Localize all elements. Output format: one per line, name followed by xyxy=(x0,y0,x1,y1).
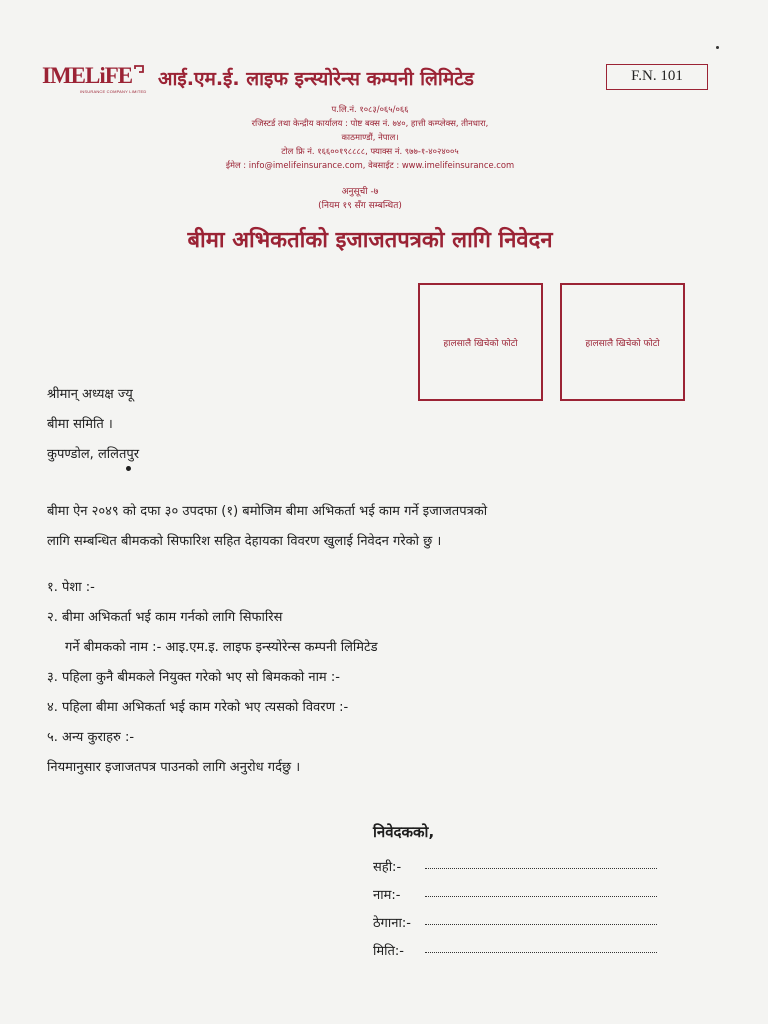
logo-tagline: INSURANCE COMPANY LIMITED xyxy=(80,89,147,94)
intro-line: बीमा ऐन २०४९ को दफा ३० उपदफा (१) बमोजिम बीमा अभिकर्ता भई काम गर्ने इजाजतपत्रको xyxy=(47,504,488,519)
item-recommendation: २. बीमा अभिकर्ता भई काम गर्नको लागि सिफारिस xyxy=(47,610,283,625)
address-line-blank[interactable] xyxy=(425,910,657,925)
address-line: प.लि.नं. १०८३/०६५/०६६ xyxy=(331,104,409,114)
form-title: बीमा अभिकर्ताको इजाजतपत्रको लागि निवेदन xyxy=(187,228,553,253)
addressee-line: श्रीमान् अध्यक्ष ज्यू xyxy=(47,387,133,402)
signature-heading: निवेदकको, xyxy=(373,823,435,841)
addressee-line: बीमा समिति । xyxy=(47,417,113,432)
item-previous-insurer: ३. पहिला कुनै बीमकले नियुक्त गरेको भए सो बिमकको नाम :- xyxy=(47,670,340,685)
signature-field xyxy=(373,847,693,875)
company-name: आई.एम.ई. लाइफ इन्स्योरेन्स कम्पनी लिमिटेड xyxy=(158,68,474,90)
date-field xyxy=(373,931,693,959)
schedule-block xyxy=(260,185,460,213)
photo-box xyxy=(560,283,685,401)
intro-line: लागि सम्बन्धित बीमकको सिफारिश सहित देहायका विवरण खुलाई निवेदन गरेको छु । xyxy=(47,534,442,549)
address-line: रजिस्टर्ड तथा केन्द्रीय कार्यालय : पोष्ट बक्स नं. ७४०, हात्ती कम्प्लेक्स, तीनधारा, xyxy=(251,118,489,128)
address-line: ईमेल : info@imelifeinsurance.com, वेबसाईट : www.imelifeinsurance.com xyxy=(225,160,515,170)
date-label: मिति:- xyxy=(373,944,404,959)
photo-box-label: हालसालै खिचेको फोटो xyxy=(443,338,518,349)
intro-paragraph xyxy=(47,497,687,557)
item-profession: १. पेशा :- xyxy=(47,580,95,595)
name-label: नाम:- xyxy=(373,888,401,903)
name-line[interactable] xyxy=(425,882,657,897)
logo-text: IMELiFE xyxy=(42,63,133,88)
item-previous-agent-details: ४. पहिला बीमा अभिकर्ता भई काम गरेको भए त्यसको विवरण :- xyxy=(47,700,349,715)
address-field xyxy=(373,903,693,931)
logo-mark-icon xyxy=(133,62,145,74)
schedule-rule: (नियम १९ सँग सम्बन्धित) xyxy=(318,201,402,211)
item-insurer-name: गर्ने बीमकको नाम :- आइ.एम.इ. लाइफ इन्स्योरेन्स कम्पनी लिमिटेड xyxy=(65,640,378,655)
schedule-number: अनुसूची -७ xyxy=(341,187,379,197)
address-line: टोल फ्रि नं. १६६००१९८८८८, फ्याक्स नं. ९७७-१-४०२४००५ xyxy=(281,146,459,156)
photo-box-label: हालसालै खिचेको फोटो xyxy=(585,338,660,349)
bullet-dot xyxy=(126,466,131,471)
date-line[interactable] xyxy=(425,938,657,953)
signature-label: सही:- xyxy=(373,860,402,875)
signature-block xyxy=(373,820,693,959)
item-other-matters: ५. अन्य कुराहरु :- xyxy=(47,730,135,745)
form-number: F.N. 101 xyxy=(606,64,708,90)
address-block xyxy=(160,102,580,172)
addressee-line: कुपण्डोल, ललितपुर xyxy=(47,447,140,462)
ink-speck xyxy=(716,46,719,49)
address-label: ठेगाना:- xyxy=(373,916,411,931)
signature-line[interactable] xyxy=(425,854,657,869)
photo-box xyxy=(418,283,543,401)
application-items xyxy=(47,573,687,783)
address-line: काठमाण्डौं, नेपाल। xyxy=(341,132,399,142)
addressee-block xyxy=(47,380,347,470)
closing-request: नियमानुसार इजाजतपत्र पाउनको लागि अनुरोध गर्दछु । xyxy=(47,760,301,775)
name-field xyxy=(373,875,693,903)
